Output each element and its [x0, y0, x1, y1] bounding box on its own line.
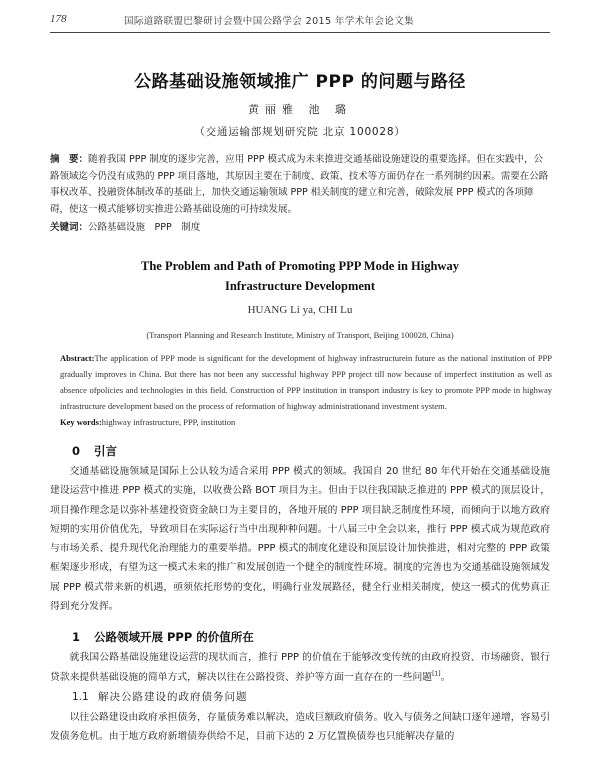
- abstract-chinese: [50, 152, 550, 218]
- section-heading-1: [72, 628, 550, 646]
- affiliation-english: (Transport Planning and Research Institute, Ministry of Transport, Beijing 100028, China): [146, 330, 454, 340]
- paragraph-text: 就我国公路基础设施建设运营的现状而言，推行 PPP 的价值在于能够改变传统的由政府投资、市场融资、银行贷款来提供基础设施的简单方式，解决以往在公路投资、养护等方面一直存在的一些问题: [50, 652, 550, 683]
- keywords-cn-text: 公路基础设施 PPP 制度: [88, 222, 201, 233]
- paragraph-text: 以往公路建设由政府承担债务，存量债务难以解决，造成巨额政府债务。收入与债务之间缺口逐年递增，容易引发债务危机。由于地方政府新增债券供给不足，目前下达的 2 万亿置换债券也只能解决存量的: [50, 711, 550, 743]
- abstract-en-text: The application of PPP mode is significant for the development of highway infrastructurein future as the national institution of PPP gradually improves in China. But there has not been any successful highway PPP project till now because of imperfect institution as well as absence ofpolicies and technologies in this field. Construction of PPP institution in transport industry is key to promote PPP mode in highway infrastructure development based on the process of reformation of highway administrationand investment system.: [60, 353, 552, 411]
- section-1-paragraph: [50, 648, 550, 687]
- running-title: 国际道路联盟巴黎研讨会暨中国公路学会 2015 年学术年会论文集: [124, 16, 415, 27]
- keywords-chinese: [50, 220, 550, 236]
- title-chinese: 公路基础设施领域推广 PPP 的问题与路径: [134, 72, 466, 92]
- section-title: 公路领域开展 PPP 的价值所在: [94, 630, 254, 645]
- abstract-cn-label: 摘 要：: [50, 154, 89, 165]
- keywords-english: [60, 414, 552, 430]
- paragraph-text: 交通基础设施领域是国际上公认较为适合采用 PPP 模式的领域。我国自 20 世纪 80 年代开始在交通基础设施建设运营中推进 PPP 模式的实施，以收费公路 BOT 项目为主。但由于以往我国缺乏推进的 PPP 模式的顶层设计，项目操作理念是以弥补基建投资资金缺口为主要目的，各地开展的 PPP 项目缺乏制度性环境，而倾向于以地方政府短期的实用价值优先，导致项目在实际运行当中出现种种问题。十八届三中全会以来，推行 PPP 模式成为规范政府与市场关系、提升现代化治理能力的重要举措。PPP 模式的制度化建设和顶层设计加快推进，相对完整的 PPP 政策框架逐步形成，有望为这一模式未来的推广和发展创造一个健全的制度性环境。制度的完善也为交通基础设施领域发展 PPP 模式带来新的机遇，亟须依托形势的变化，明确行业发展路径，健全行业相关制度，使这一模式的优势真正得到充分发挥。: [50, 466, 550, 613]
- section-number: 1: [72, 630, 81, 645]
- section-heading-0: [72, 442, 550, 460]
- subsection-number: 1.1: [72, 690, 89, 703]
- section-number: 0: [72, 444, 81, 458]
- authors-chinese: 黄丽雅 池 璐: [248, 103, 352, 116]
- paragraph-end: 。: [440, 671, 451, 683]
- page-number: 178: [50, 13, 67, 25]
- subsection-paragraph: [50, 708, 550, 747]
- subsection-heading: [72, 689, 550, 706]
- subsection-title: 解决公路建设的政府债务问题: [98, 690, 248, 703]
- keywords-en-text: highway infrastructure, PPP, institution: [101, 417, 236, 427]
- abstract-cn-text: 随着我国 PPP 制度的逐步完善，应用 PPP 模式成为未来推进交通基础设施建设的重要选择。但在实践中，公路领域迄今仍没有成熟的 PPP 项目落地，其原因主要在于制度、政策、技术等方面仍存在一系列制约因素。需要在公路事权改革、投融资体制改革的基础上，加快交通运输领域 PPP 相关制度的建立和完善，破除发展 PPP 模式的各项障碍，使这一模式能够切实推进公路基础设施的可持续发展。: [50, 154, 549, 215]
- title-en-line2: Infrastructure Development: [224, 279, 376, 293]
- keywords-cn-label: 关键词：: [50, 222, 89, 233]
- section-0-paragraph: [50, 462, 550, 616]
- abstract-english: [60, 350, 552, 414]
- section-title: 引言: [94, 444, 117, 458]
- authors-english: HUANG Li ya, CHI Lu: [247, 304, 353, 316]
- abstract-en-label: Abstract:: [60, 353, 95, 363]
- title-en-line1: The Problem and Path of Promoting PPP Mode in Highway: [141, 259, 459, 273]
- header-rule: [50, 32, 550, 33]
- title-english: [50, 256, 550, 296]
- keywords-en-label: Key words:: [60, 417, 102, 427]
- running-header: [50, 10, 550, 34]
- citation: [1]: [432, 670, 441, 678]
- affiliation-chinese: （交通运输部规划研究院 北京 100028）: [194, 126, 406, 138]
